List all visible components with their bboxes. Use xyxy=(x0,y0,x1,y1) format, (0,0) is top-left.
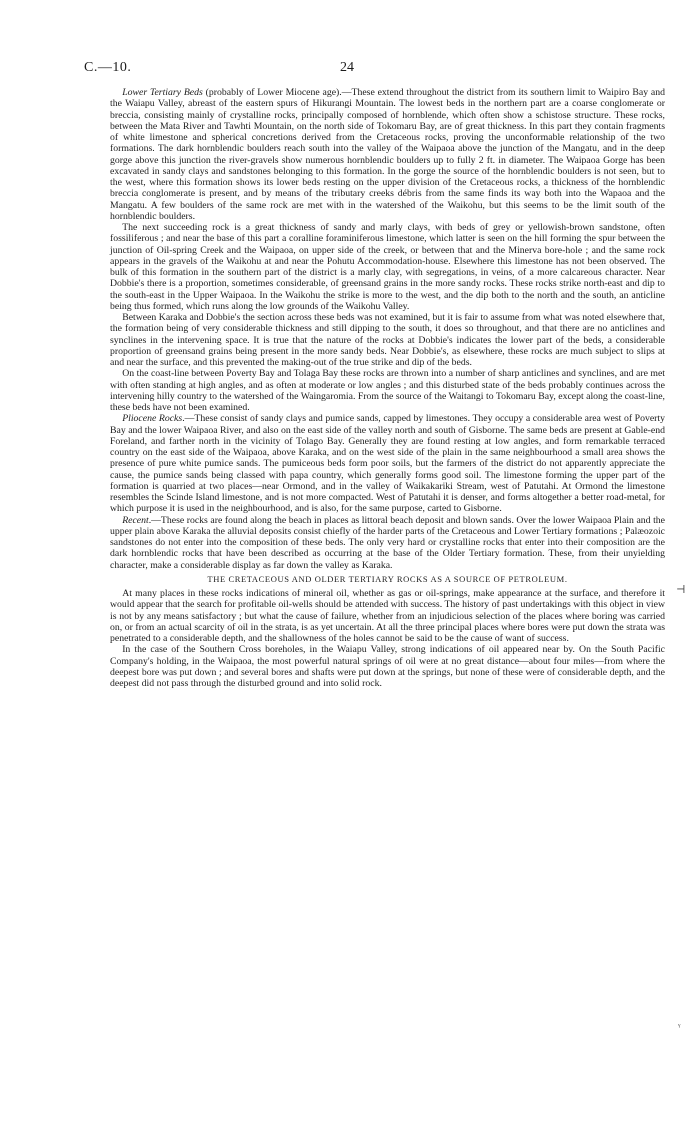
paragraph-text: Between Karaka and Dobbie's the section across these beds was not examined, but it is fair to assume from what was noted elsewhere that, the formation being of very considerable thickness and still dipping to the south, it does so throughout, and that there are no anticlines and synclines in the intervening space. It is true that the nature of the rocks at Dobbie's indicates the lower part of the beds, a considerable proportion of greensand grains being present in the more sandy beds. Near Dobbie's, as elsewhere, these rocks are much subject to slips at and near the surface, and this prevented the making-out of the true strike and dip of the beds. xyxy=(110,312,665,368)
document-reference: C.—10. xyxy=(84,60,132,75)
paragraph-recent xyxy=(110,515,665,571)
paragraph-southern-cross xyxy=(110,644,665,689)
page-number: 24 xyxy=(340,60,354,75)
paragraph-lead: Pliocene Rocks xyxy=(122,413,183,425)
paragraph-text: (probably of Lower Miocene age).—These extend throughout the district from its southern limit to Waipiro Bay and the Waiapu Valley, abreast of the eastern spurs of Hikurangi Mountain. The lowest beds in the northern part are a coarse conglomerate or breccia, consisting mainly of crystalline rocks, principally composed of hornblende, which often show a schistose structure. These rocks, between the Mata River and Tawhti Mountain, on the north side of Tokomaru Bay, are of great thickness. In this part they contain fragments of white limestone and spherical concretions derived from the Cretaceous rocks, proving the unconformable relationship of the two formations. The dark hornblendic boulders reach south into the valley of the Waipaoa above the junction of the Mangatu, and in the deep gorge above this junction the river-gravels show numerous hornblendic boulders up to fully 2 ft. in diameter. The Waipaoa Gorge has been excavated in sandy clays and sandstones belonging to this formation. In the gorge the source of the hornblendic boulders is not seen, but to the west, where this formation shows its lower beds resting on the upper division of the Cretaceous rocks, a thickness of the hornblendic breccia conglomerate is present, and by means of the tributary creeks débris from the same finds its way both into the Wapaoa and the Mangatu. A few boulders of the same rock are met with in the watershed of the Waikohu, but this seems to be the limit south of the hornblendic boulders. xyxy=(110,87,665,222)
paragraph-pliocene xyxy=(110,413,665,514)
paragraph-sandy-clays xyxy=(110,222,665,312)
paragraph-text: .—These rocks are found along the beach in places as littoral beach deposit and blown sands. Over the lower Waipaoa Plain and the upper plain above Karaka the alluvial deposits consist chiefly of the harder parts of the Cretaceous and Lower Tertiary formations ; Palæozoic sandstones do not enter into the composition of these beds. The only very hard or crystalline rocks that enter into their composition are the dark hornblendic rocks that have been described as occurring at the base of the Older Tertiary formation. These, from their unyielding character, make a considerable display as far down the valley as Karaka. xyxy=(110,514,665,571)
paragraph-text: At many places in these rocks indications of mineral oil, whether as gas or oil-springs, make appearance at the surface, and therefore it would appear that the search for profitable oil-wells should be attended with success. The history of past undertakings with this object in view is not by any means satisfactory ; but what the cause of failure, whether from an injudicious selection of the places where boring was carried on, or from an actual scarcity of oil in the strata, is as yet uncertain. At all the three principal places where bores were put down the strata was penetrated to a considerable depth, and the shallowness of the holes cannot be said to be the cause of want of success. xyxy=(110,588,665,644)
paragraph-karaka-dobbies xyxy=(110,312,665,368)
paragraph-coast-line xyxy=(110,368,665,413)
paragraph-lower-tertiary xyxy=(110,87,665,222)
paragraph-text: .—These consist of sandy clays and pumice sands, capped by limestones. They occupy a considerable area west of Poverty Bay and the lower Waipaoa River, and also on the east side of the valley north and south of Gisborne. The same beds are present at Gable-end Foreland, and farther north in the vicinity of Tolago Bay. Generally they are found resting at low angles, and form remarkable terraced country on the east side of the Waipaoa, above Karaka, and on the west side of the plain in the same neighbourhood a small area shows the presence of pure white pumice sands. The pumiceous beds form poor soils, but the farmers of the district do not apparently appreciate the cause, the pumice sands being classed with papa country, which generally forms good soil. The limestone forming the upper part of the formation is quarried at two places—near Ormond, and in the valley of Waikakariki Stream, west of Patutahi. At Ormond the limestone resembles the Scinde Island limestone, and is not more compacted. West of Patutahi it is denser, and forms altogether a better road-metal, for which purpose it is used in the neighbourhood, and is also, for the same purpose, carted to Gisborne. xyxy=(110,413,666,515)
margin-mark: ᵞ xyxy=(678,1021,681,1031)
paragraph-lead: Lower Tertiary Beds xyxy=(122,87,203,98)
paragraph-mineral-oil xyxy=(110,588,665,644)
paragraph-text: The next succeeding rock is a great thickness of sandy and marly clays, with beds of grey or yellowish-brown sandstone, often fossiliferous ; and near the base of this part a coralline foraminiferous limestone, which latter is seen on the hill forming the spur between the junction of Oil-spring Creek and the Waipaoa, on upper side of the creek, or between that and the Minerva bore-hole ; and the same rock appears in the gravels of the Waikohu at and near the Pohutu Accommodation-house. Elsewhere this limestone has not been observed. The bulk of this formation in the southern part of the district is a marly clay, with segregations, in veins, of a more calcareous character. Near Dobbie's there is a proportion, sometimes considerable, of greensand grains in the more sandy rocks. These rocks strike north-east and dip to the south-east in the Upper Waipaoa. In the Waikohu the strike is more to the west, and the dip both to the north and the south, an anticline being thus formed, which runs along the low grounds of the Waikohu Valley. xyxy=(110,222,665,312)
section-heading: THE CRETACEOUS AND OLDER TERTIARY ROCKS AS A SOURCE OF PETROLEUM. xyxy=(207,573,568,584)
paragraph-text: In the case of the Southern Cross boreholes, in the Waiapu Valley, strong indications of oil appeared near by. On the South Pacific Company's holding, in the Waipaoa, the most powerful natural springs of oil were at no great distance—about four miles—from where the deepest bore was put down ; and several bores and shafts were put down at the springs, but none of these were of considerable depth, and the deepest did not pass through the disturbed ground and into solid rock. xyxy=(110,644,665,689)
paragraph-text: On the coast-line between Poverty Bay and Tolaga Bay these rocks are thrown into a number of sharp anticlines and synclines, and are met with often standing at high angles, and as often at moderate or low angles ; and this disturbed state of the beds probably continues across the intervening hilly country to the watershed of the Waingaromia. From the source of the Waitangi to Tokomaru Bay, except along the coast-line, these beds have not been examined. xyxy=(110,368,665,413)
paragraph-lead: Recent xyxy=(122,514,149,526)
page-header xyxy=(0,60,700,80)
margin-mark: ⊣ xyxy=(676,584,686,596)
body-text xyxy=(110,87,665,689)
